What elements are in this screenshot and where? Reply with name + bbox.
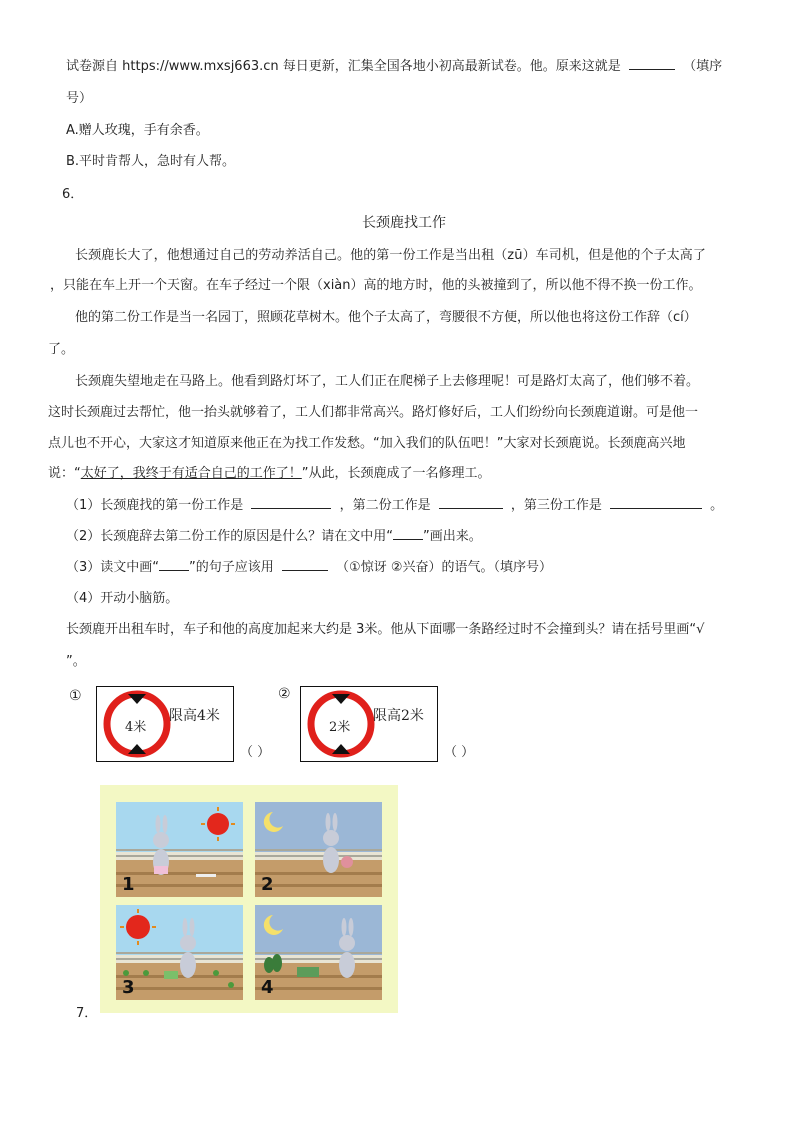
answer-paren[interactable]: （ ） — [444, 745, 475, 760]
panel-number: 2 — [261, 874, 274, 895]
answer-blank[interactable] — [282, 558, 328, 571]
sign-label: 限高4米 — [169, 708, 220, 724]
sub-question-2 — [66, 525, 482, 544]
sub-question-4-text: 长颈鹿开出租车时，车子和他的高度加起来大约是 3米。他从下面哪一条路经过时不会撞到头？请在括号里画“√ — [66, 622, 705, 637]
sub-question-text: ”画出来。 — [423, 529, 482, 544]
option-a: A.赠人玫瑰，手有余香。 — [66, 123, 209, 138]
panel-number: 1 — [122, 874, 135, 895]
passage-line: 长颈鹿长大了，他想通过自己的劳动养活自己。他的第一份工作是当出租（zū）车司机，但是他的个子太高了 — [75, 248, 706, 263]
sub-question-3 — [66, 556, 552, 575]
answer-blank[interactable] — [629, 57, 675, 70]
sub-question-text: ”的句子应该用 — [189, 560, 274, 575]
sub-question-text: 。 — [710, 498, 724, 513]
panel-2 — [255, 802, 382, 897]
sub-question-4: （4）开动小脑筋。 — [66, 591, 179, 606]
sub-question-1 — [66, 494, 723, 513]
header-text: 试卷源自 https://www.mxsj663.cn 每日更新，汇集全国各地小初高最新试卷。他。原来这就是 — [66, 59, 621, 74]
option-b: B.平时肯帮人，急时有人帮。 — [66, 154, 236, 169]
sub-question-text: （2）长颈鹿辞去第二份工作的原因是什么？请在文中用“ — [66, 529, 394, 544]
panel-number: 4 — [261, 977, 274, 998]
panel-4 — [255, 905, 382, 1000]
passage-line: 了。 — [48, 342, 75, 357]
panel-number: 3 — [122, 977, 135, 998]
passage-line: 这时长颈鹿过去帮忙，他一抬头就够着了，工人们都非常高兴。路灯修好后，工人们纷纷向长颈鹿道谢。可是他一 — [48, 405, 699, 420]
underline-sample — [159, 558, 189, 571]
answer-blank[interactable] — [610, 496, 702, 509]
header-text-end: （填序 — [683, 59, 723, 74]
header-line2: 号） — [66, 91, 93, 106]
height-limit-sign-4m — [96, 686, 234, 762]
passage-text: 说：“ — [48, 466, 81, 481]
option-marker: ② — [278, 686, 291, 702]
sign-circle-text: 4米 — [125, 720, 147, 735]
sub-question-text: ，第二份工作是 — [339, 498, 431, 513]
passage-line — [48, 462, 491, 481]
answer-blank[interactable] — [251, 496, 331, 509]
sub-question-text: （①惊讶 ②兴奋）的语气。（填序号） — [336, 560, 552, 575]
passage-line: 他的第二份工作是当一名园丁，照顾花草树木。他个子太高了，弯腰很不方便，所以他也将这份工作辞（cí） — [75, 310, 697, 325]
passage-line: 长颈鹿失望地走在马路上。他看到路灯坏了，工人们正在爬梯子上去修理呢！可是路灯太高了，他们够不着。 — [75, 374, 700, 389]
rabbit-story-picture — [100, 785, 398, 1013]
answer-blank[interactable] — [439, 496, 503, 509]
sub-question-text: （1）长颈鹿找的第一份工作是 — [66, 498, 244, 513]
sign-label: 限高2米 — [373, 708, 424, 724]
sub-question-text: ，第三份工作是 — [510, 498, 602, 513]
question-number: 6． — [62, 187, 84, 202]
header-line — [66, 55, 722, 74]
passage-line: 点儿也不开心，大家这才知道原来他正在为找工作发愁。“加入我们的队伍吧！”大家对长颈鹿说。长颈鹿高兴地 — [48, 436, 686, 451]
sub-question-text: （3）读文中画“ — [66, 560, 160, 575]
answer-paren[interactable]: （ ） — [240, 745, 271, 760]
sign-circle-text: 2米 — [329, 720, 351, 735]
height-limit-sign-2m — [300, 686, 438, 762]
option-marker: ① — [69, 688, 82, 704]
passage-title: 长颈鹿找工作 — [362, 215, 446, 231]
underlined-sentence: 太好了，我终于有适合自己的工作了！ — [80, 466, 302, 481]
question-number: 7． — [76, 1006, 98, 1021]
sub-question-4-text: ”。 — [66, 654, 86, 669]
panel-1 — [116, 802, 243, 897]
underline-sample — [393, 527, 423, 540]
passage-text: ”从此，长颈鹿成了一名修理工。 — [301, 466, 491, 481]
passage-line: ，只能在车上开一个天窗。在车子经过一个限（xiàn）高的地方时，他的头被撞到了，所以他不得不换一份工作。 — [50, 278, 702, 293]
panel-3 — [116, 905, 243, 1000]
